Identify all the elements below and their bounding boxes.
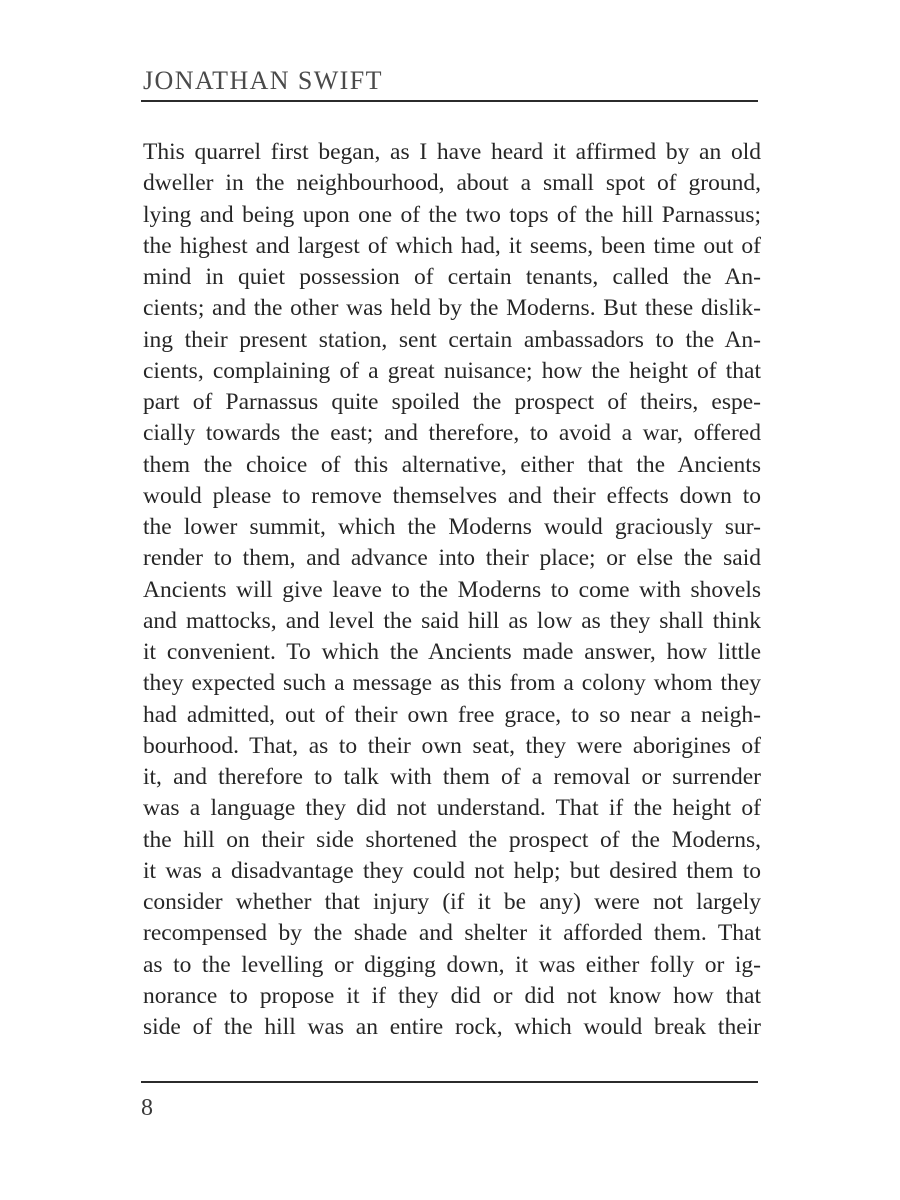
- text-line: cients; and the other was held by the Moderns. But these dislik-: [143, 295, 761, 322]
- text-line: and mattocks, and level the said hill as low as they shall think: [143, 607, 761, 634]
- text-line: it was a disadvantage they could not help; but desired them to: [143, 857, 761, 884]
- text-line: mind in quiet possession of certain tenants, called the An-: [143, 264, 761, 290]
- header-rule: [141, 100, 758, 102]
- text-line: cially towards the east; and therefore, to avoid a war, offered: [143, 420, 761, 447]
- text-line: ing their present station, sent certain ambassadors to the An-: [143, 326, 761, 353]
- text-line: had admitted, out of their own free grace, to so near a neigh-: [143, 701, 761, 728]
- text-line: This quarrel first began, as I have heard it affirmed by an old: [143, 139, 761, 165]
- text-line: the hill on their side shortened the prospect of the Moderns,: [143, 826, 761, 853]
- text-line: Ancients will give leave to the Moderns to come with shovels: [143, 576, 761, 603]
- page-number: 8: [141, 1095, 153, 1121]
- text-line: the lower summit, which the Moderns would graciously sur-: [143, 514, 761, 540]
- text-line: render to them, and advance into their place; or else the said: [143, 545, 761, 572]
- text-line: was a language they did not understand. That if the height of: [143, 795, 761, 822]
- footer-rule: [141, 1081, 758, 1083]
- text-line: the highest and largest of which had, it seems, been time out of: [143, 232, 761, 259]
- running-head: JONATHAN SWIFT: [143, 66, 383, 95]
- text-line: lying and being upon one of the two tops of the hill Parnassus;: [143, 201, 761, 228]
- body-text: [143, 137, 761, 1043]
- text-line: bourhood. That, as to their own seat, they were aborigines of: [143, 732, 761, 759]
- text-line: as to the levelling or digging down, it was either folly or ig-: [143, 951, 761, 978]
- text-line: it convenient. To which the Ancients made answer, how little: [143, 639, 761, 665]
- text-line: them the choice of this alternative, either that the Ancients: [143, 451, 761, 478]
- text-line: dweller in the neighbourhood, about a small spot of ground,: [143, 170, 761, 197]
- text-line: it, and therefore to talk with them of a removal or surrender: [143, 764, 761, 790]
- text-line: part of Parnassus quite spoiled the prospect of theirs, espe-: [143, 389, 761, 415]
- text-line: recompensed by the shade and shelter it afforded them. That: [143, 920, 761, 947]
- text-line: side of the hill was an entire rock, which would break their: [143, 1014, 761, 1040]
- text-line: they expected such a message as this from a colony whom they: [143, 670, 761, 697]
- text-line: consider whether that injury (if it be any) were not largely: [143, 889, 761, 915]
- text-line: norance to propose it if they did or did not know how that: [143, 982, 761, 1009]
- text-line: cients, complaining of a great nuisance; how the height of that: [143, 357, 761, 384]
- text-line: would please to remove themselves and their effects down to: [143, 482, 761, 509]
